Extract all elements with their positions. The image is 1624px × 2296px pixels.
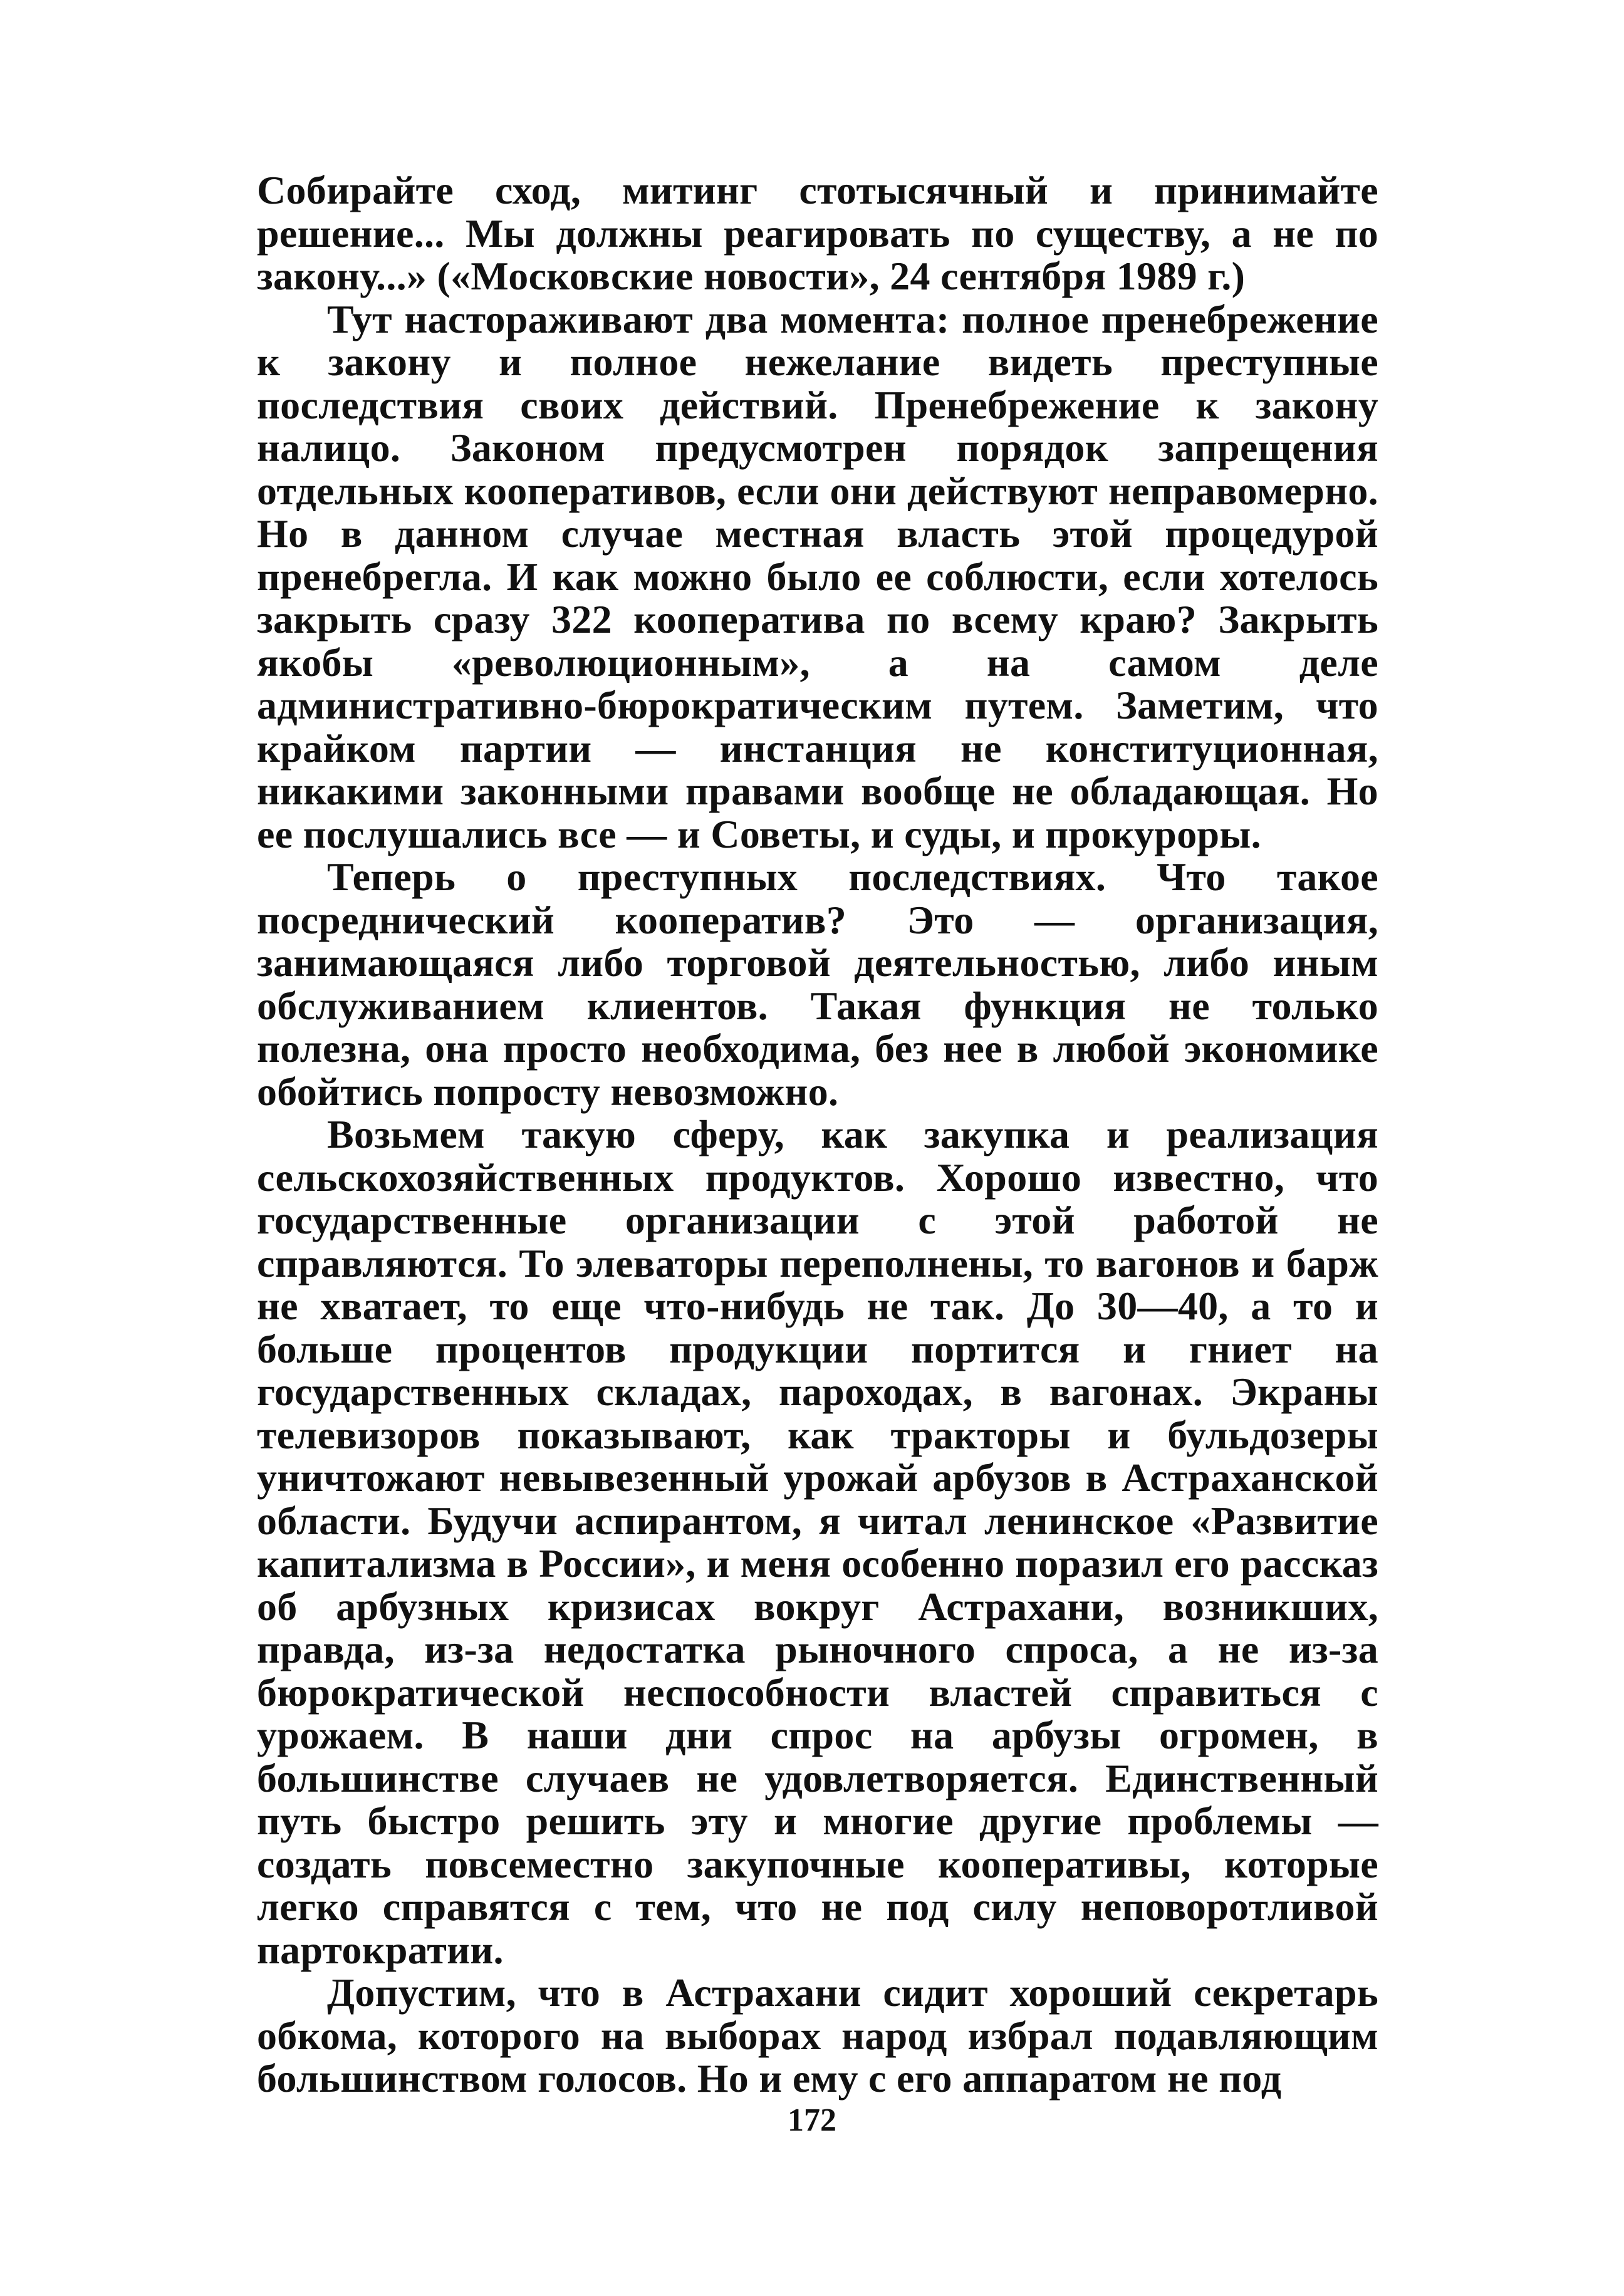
paragraph-criminal-consequences: Теперь о преступных последствиях. Что такое посреднический кооператив? Это — организация, занимающаяся либо торговой деятельностью, либо иным обслуживанием клиентов. Такая функция не только полезна, она просто необходима, без нее в любой экономике обойтись попросту невозможно. (257, 855, 1378, 1114)
paragraph-quote-ending: Собирайте сход, митинг стотысячный и принимайте решение... Мы должны реагировать по существу, а не по закону...» («Московские новости», 24 сентября 1989 г.) (257, 168, 1378, 298)
body-text (257, 169, 1378, 2101)
page-number: 172 (788, 2102, 836, 2138)
paragraph-astrakhan-secretary: Допустим, что в Астрахани сидит хороший секретарь обкома, которого на выборах народ избрал подавляющим большинством голосов. Но и ему с его аппаратом не под (257, 1970, 1378, 2101)
paragraph-agricultural-products: Возьмем такую сферу, как закупка и реализация сельскохозяйственных продуктов. Хорошо известно, что государственные организации с этой работой не справляются. То элеваторы переполнены, то вагонов и барж не хватает, то еще что-нибудь не так. До 30—40, а то и больше процентов продукции портится и гниет на государственных складах, пароходах, в вагонах. Экраны телевизоров показывают, как тракторы и бульдозеры уничтожают невывезенный урожай арбузов в Астраханской области. Будучи аспирантом, я читал ленинское «Развитие капитализма в России», и меня особенно поразил его рассказ об арбузных кризисах вокруг Астрахани, возникших, правда, из-за недостатка рыночного спроса, а не из-за бюрократической неспособности властей справиться с урожаем. В наши дни спрос на арбузы огромен, в большинстве случаев не удовлетворяется. Единственный путь быстро решить эту и многие другие проблемы — создать повсеместно закупочные кооперативы, которые легко справятся с тем, что не под силу неповоротливой партократии. (257, 1112, 1378, 1972)
paragraph-disregard-of-law: Тут настораживают два момента: полное пренебрежение к закону и полное нежелание видеть преступные последствия своих действий. Пренебрежение к закону налицо. Законом предусмотрен порядок запрещения отдельных кооперативов, если они действуют неправомерно. Но в данном случае местная власть этой процедурой пренебрегла. И как можно было ее соблюсти, если хотелось закрыть сразу 322 кооператива по всему краю? Закрыть якобы «революционным», а на самом деле административно-бюрократическим путем. Заметим, что крайком партии — инстанция не конституционная, никакими законными правами вообще не обладающая. Но ее послушались все — и Советы, и суды, и прокуроры. (257, 296, 1378, 856)
